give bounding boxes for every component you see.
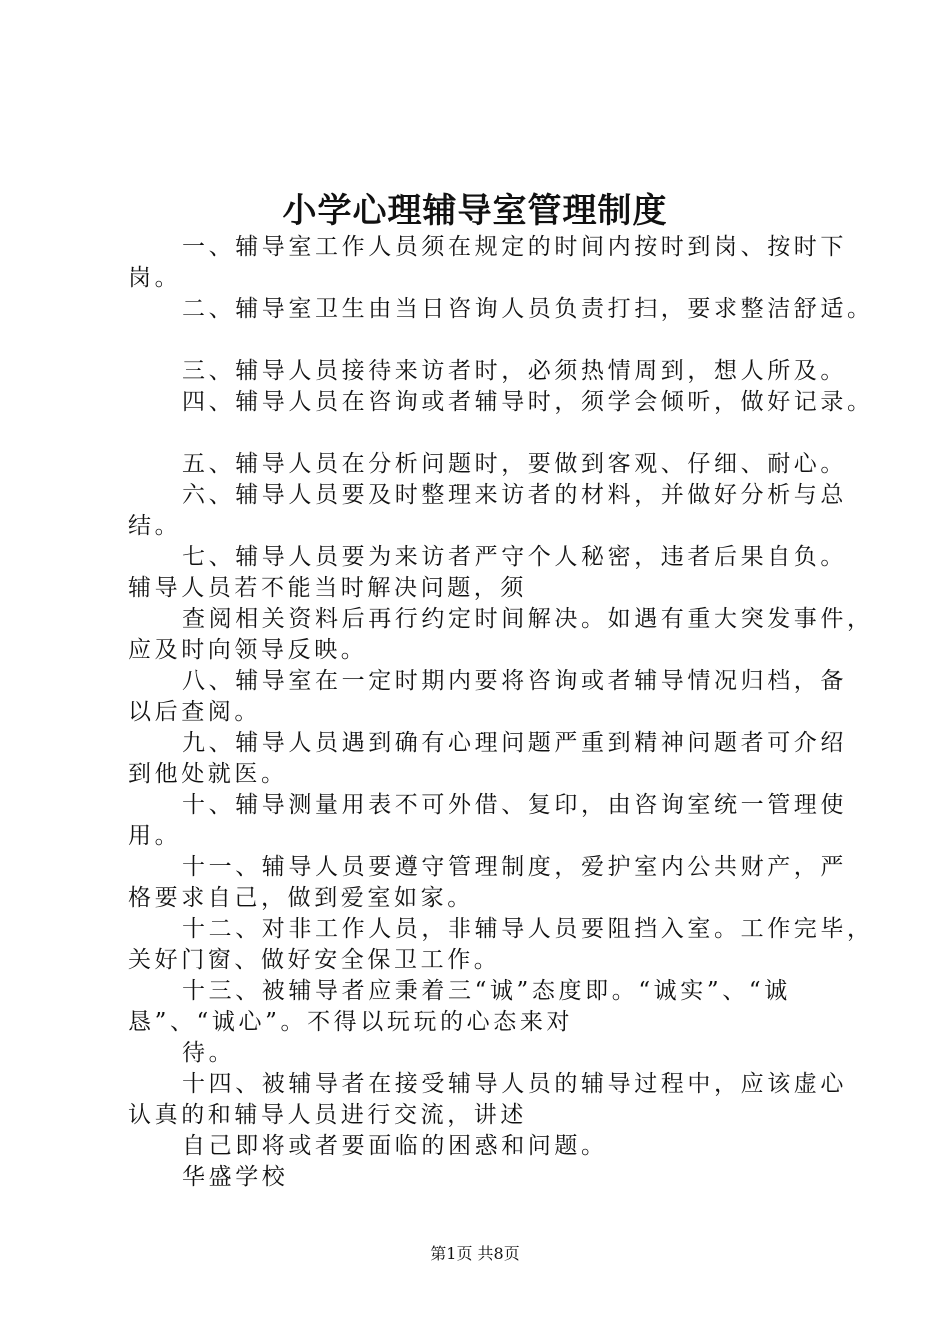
paragraph-line-1: 一、辅导室工作人员须在规定的时间内按时到岗、按时下 (182, 234, 847, 260)
paragraph-line-3: 二、辅导室卫生由当日咨询人员负责打扫，要求整洁舒适。 (182, 296, 874, 322)
paragraph-line-23: 十二、对非工作人员，非辅导人员要阻挡入室。工作完毕， (182, 916, 874, 942)
paragraph-line-13: 查阅相关资料后再行约定时间解决。如遇有重大突发事件， (182, 606, 874, 632)
paragraph-line-16: 以后查阅。 (128, 699, 261, 725)
paragraph-line-18: 到他处就医。 (128, 761, 288, 787)
paragraph-line-20: 用。 (128, 823, 182, 849)
paragraph-line-27: 待。 (182, 1040, 236, 1066)
blank-line (128, 418, 848, 449)
paragraph-line-8: 五、辅导人员在分析问题时，要做到客观、仔细、耐心。 (182, 451, 847, 477)
paragraph-line-25: 十三、被辅导者应秉着三“诚”态度即。“诚实”、“诚 (182, 978, 791, 1004)
paragraph-line-12: 辅导人员若不能当时解决问题，须 (128, 575, 527, 601)
paragraph-line-29: 认真的和辅导人员进行交流，讲述 (128, 1102, 527, 1128)
paragraph-line-9: 六、辅导人员要及时整理来访者的材料，并做好分析与总 (182, 482, 847, 508)
paragraph-line-30: 自己即将或者要面临的困惑和问题。 (182, 1133, 608, 1159)
paragraph-line-14: 应及时向领导反映。 (128, 637, 368, 663)
paragraph-line-5: 三、辅导人员接待来访者时，必须热情周到，想人所及。 (182, 358, 847, 384)
paragraph-line-11: 七、辅导人员要为来访者严守个人秘密，违者后果自负。 (182, 544, 847, 570)
document-body (128, 232, 874, 1193)
paragraph-line-19: 十、辅导测量用表不可外借、复印，由咨询室统一管理使 (182, 792, 847, 818)
page-footer: 第1页 共8页 (430, 1244, 520, 1263)
paragraph-line-6: 四、辅导人员在咨询或者辅导时，须学会倾听，做好记录。 (182, 389, 874, 415)
paragraph-line-24: 关好门窗、做好安全保卫工作。 (128, 947, 501, 973)
blank-line (128, 325, 848, 356)
paragraph-line-10: 结。 (128, 513, 182, 539)
paragraph-line-26: 恳”、“诚心”。不得以玩玩的心态来对 (128, 1009, 574, 1035)
paragraph-line-28: 十四、被辅导者在接受辅导人员的辅导过程中，应该虚心 (182, 1071, 847, 1097)
document-title: 小学心理辅导室管理制度 (282, 191, 668, 231)
paragraph-line-22: 格要求自己，做到爱室如家。 (128, 885, 474, 911)
paragraph-line-21: 十一、辅导人员要遵守管理制度，爱护室内公共财产，严 (182, 854, 847, 880)
paragraph-line-15: 八、辅导室在一定时期内要将咨询或者辅导情况归档，备 (182, 668, 847, 694)
paragraph-line-2: 岗。 (128, 265, 182, 291)
signature-school: 华盛学校 (182, 1164, 289, 1190)
paragraph-line-17: 九、辅导人员遇到确有心理问题严重到精神问题者可介绍 (182, 730, 847, 756)
